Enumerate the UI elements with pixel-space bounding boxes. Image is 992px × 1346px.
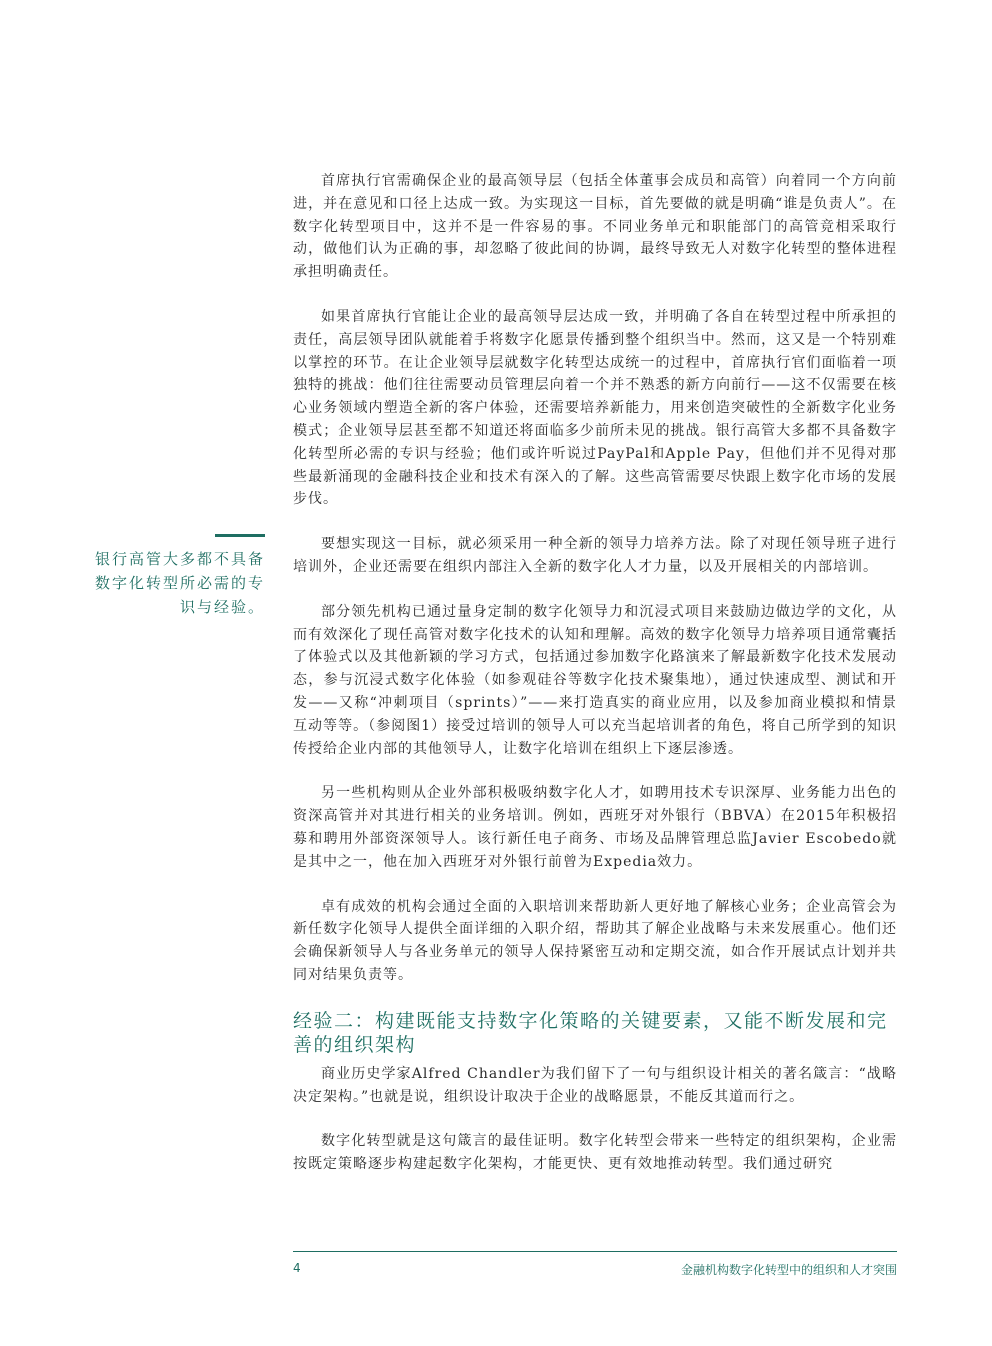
section-heading: 经验二：构建既能支持数字化策略的关键要素，又能不断发展和完善的组织架构 [293, 1009, 888, 1056]
report-title: 金融机构数字化转型中的组织和人才突围 [680, 1263, 897, 1277]
paragraph: 如果首席执行官能让企业的最高领导层达成一致，并明确了各自在转型过程中所承担的责任，高层领导团队就能着手将数字化愿景传播到整个组织当中。然而，这又是一个特别难以掌控的环节。在让企业领导层就数字化转型达成统一的过程中，首席执行官们面临着一项独特的挑战：他们往往需要动员管理层向着一个并不熟悉的新方向前行——这不仅需要在核心业务领域内塑造全新的客户体验，还需要培养新能力，用来创造突破性的全新数字化业务模式；企业领导层甚至都不知道还将面临多少前所未见的挑战。银行高管大多都不具备数字化转型所必需的专识与经验；他们或许听说过PayPal和Apple Pay，但他们并不见得对那些最新涌现的金融科技企业和技术有深入的了解。这些高管需要尽快跟上数字化市场的发展步伐。 [293, 308, 897, 508]
page-number: 4 [293, 1261, 301, 1275]
article-body [293, 170, 897, 1198]
paragraph: 首席执行官需确保企业的最高领导层（包括全体董事会成员和高管）向着同一个方向前进，并在意见和口径上达成一致。为实现这一目标，首先要做的就是明确“谁是负责人”。在数字化转型项目中，这并不是一件容易的事。不同业务单元和职能部门的高管竞相采取行动，做他们认为正确的事，却忽略了彼此间的协调，最终导致无人对数字化转型的整体进程承担明确责任。 [293, 173, 897, 281]
page-footer [293, 1251, 897, 1277]
pull-quote-text: 银行高管大多都不具备数字化转型所必需的专识与经验。 [94, 550, 265, 616]
paragraph: 数字化转型就是这句箴言的最佳证明。数字化转型会带来一些特定的组织架构，企业需按既定策略逐步构建起数字化架构，才能更快、更有效地推动转型。我们通过研究 [293, 1133, 897, 1173]
pull-quote [90, 534, 265, 619]
paragraph: 卓有成效的机构会通过全面的入职培训来帮助新人更好地了解核心业务；企业高管会为新任数字化领导人提供全面详细的入职介绍，帮助其了解企业战略与未来发展重心。他们还会确保新领导人与各业务单元的领导人保持紧密互动和定期交流，如合作开展试点计划并共同对结果负责等。 [293, 898, 897, 983]
paragraph: 另一些机构则从企业外部积极吸纳数字化人才，如聘用技术专识深厚、业务能力出色的资深高管并对其进行相关的业务培训。例如，西班牙对外银行（BBVA）在2015年积极招募和聘用外部资深领导人。该行新任电子商务、市场及品牌管理总监Javier Escobedo就是其中之一，他在加入西班牙对外银行前曾为Expedia效力。 [293, 785, 897, 870]
pull-quote-rule [215, 534, 265, 537]
paragraph: 部分领先机构已通过量身定制的数字化领导力和沉浸式项目来鼓励边做边学的文化，从而有效深化了现任高管对数字化技术的认知和理解。高效的数字化领导力培养项目通常囊括了体验式以及其他新颖的学习方式，包括通过参加数字化路演来了解最新数字化技术发展动态，参与沉浸式数字化体验（如参观硅谷等数字化技术聚集地），通过快速成型、测试和开发——又称“冲刺项目（sprints）”——来打造真实的商业应用，以及参加商业模拟和情景互动等等。（参阅图1）接受过培训的领导人可以充当起培训者的角色，将自己所学到的知识传授给企业内部的其他领导人，让数字化培训在组织上下逐层渗透。 [293, 603, 897, 757]
paragraph: 要想实现这一目标，就必须采用一种全新的领导力培养方法。除了对现任领导班子进行培训外，企业还需要在组织内部注入全新的数字化人才力量，以及开展相关的内部培训。 [293, 536, 897, 575]
paragraph: 商业历史学家Alfred Chandler为我们留下了一句与组织设计相关的著名箴言：“战略决定架构。”也就是说，组织设计取决于企业的战略愿景，不能反其道而行之。 [293, 1065, 897, 1105]
